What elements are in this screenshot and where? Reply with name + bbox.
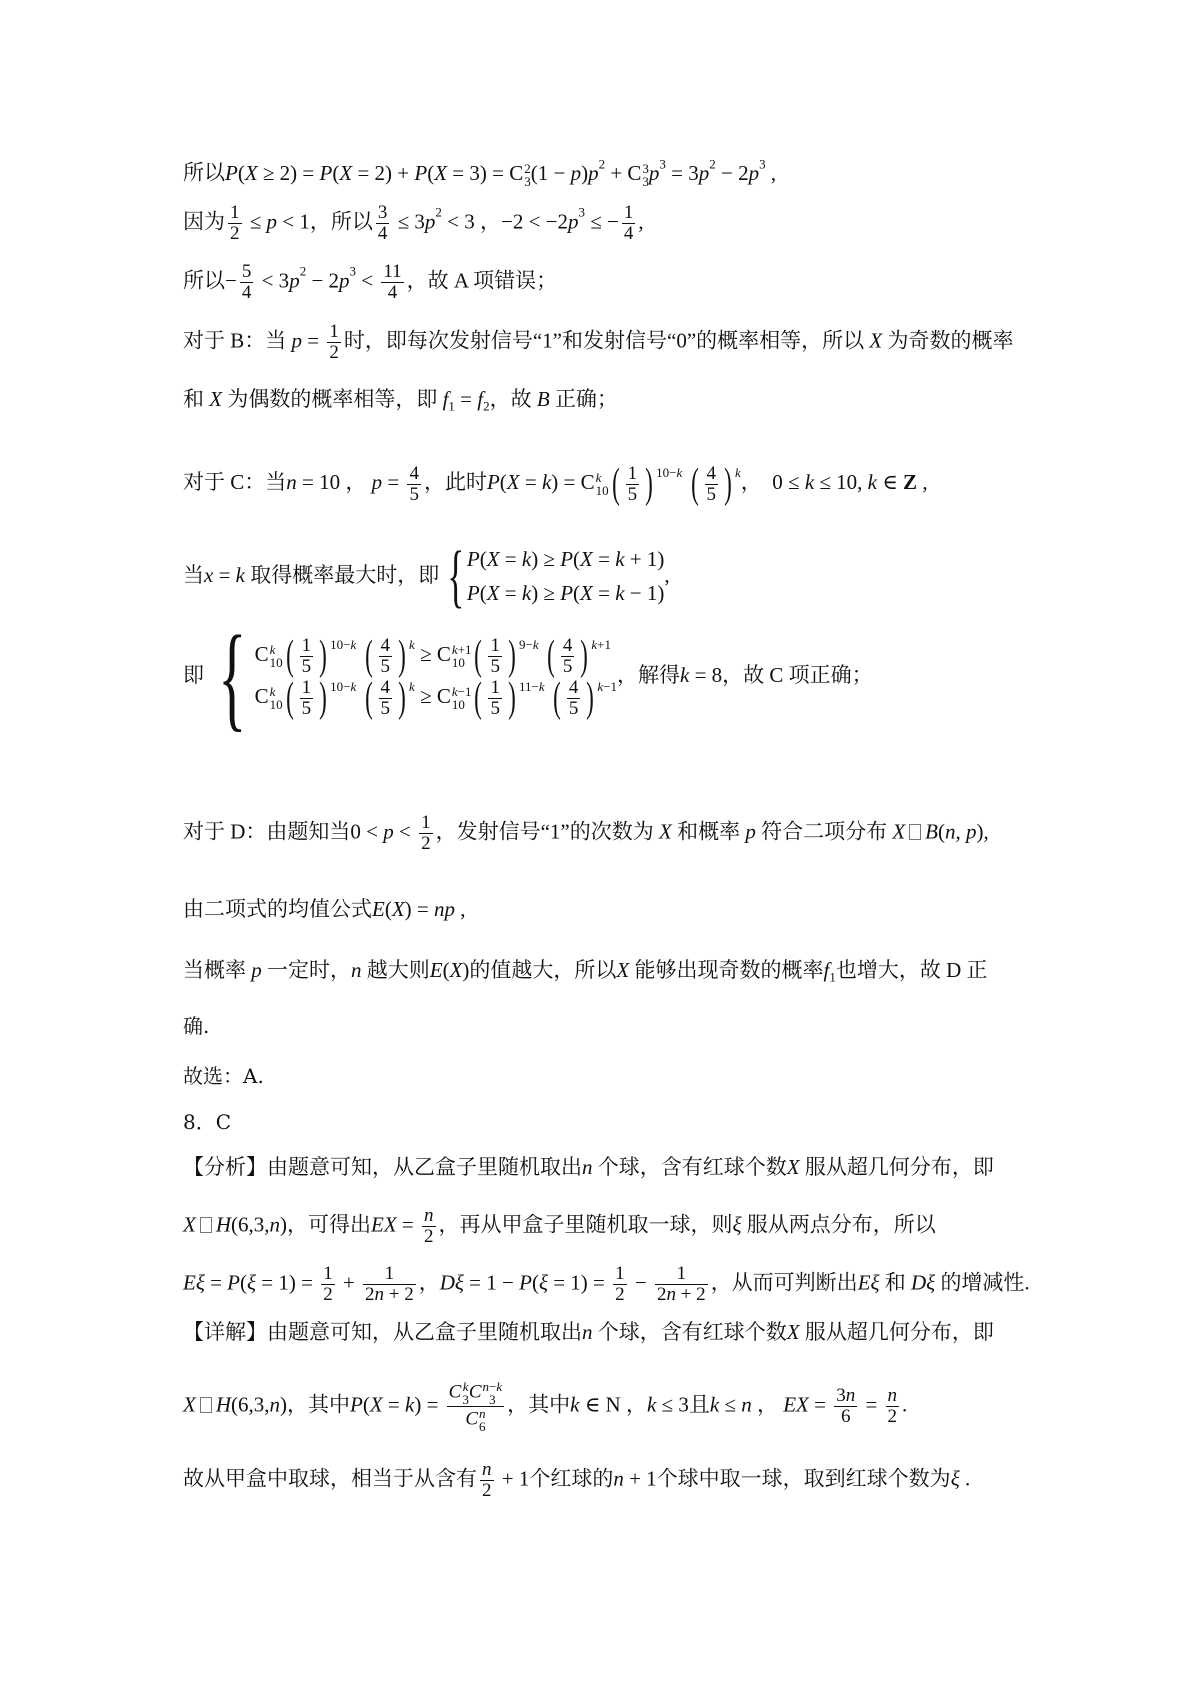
line-analysis-2: X H(6,3,n)，可得出EX = $\frac{n}{2}$ ，再从甲盒子里随机取一球，则ξ 服从两点分布，所以 [183,1205,936,1247]
text: ，此时 [423,469,487,494]
text: 8．C [183,1110,232,1134]
text: 取得概率最大时，即 [250,562,440,587]
text: 当 [183,562,204,587]
text: 正确； [554,387,618,411]
line-mean: 由二项式的均值公式E(X) = np , [183,897,466,921]
text: ，故 A 项错误； [406,268,558,293]
text: 个红球的 [529,1466,614,1491]
text: 的值越大，所以 [469,958,617,982]
line-increase: 当概率 p 一定时，n 越大则E(X)的值越大，所以X 能够出现奇数的概率$f_1$也增大，故 D 正 [183,958,988,985]
line-detail-3: 故从甲盒中取球，相当于从含有 $\frac{n}{2}$ + 1个红球的n + 1个球中取一球，取到红球个数为ξ . [183,1459,971,1501]
line-end [183,1016,209,1036]
text: ，其中 [287,1392,350,1417]
question-8-answer [183,1112,231,1132]
text: 服从两点分布，所以 [746,1212,936,1237]
text: ，故 C 项正确； [722,662,873,687]
text: 当概率 [183,958,246,982]
text: 【详解】由题意可知，从乙盒子里随机取出 [183,1320,582,1344]
text: ，故 [489,387,532,411]
line-detail-2: X H(6,3,n)，其中P(X = k) = C k 3 C n−k 3 C n 6 ，其中k ∈ N ，k ≤ 3且k ≤ n ， EX = $\frac{3n}{6}$ = $\frac{n}{2}$ . [183,1379,908,1434]
text: 和 [884,1270,906,1295]
text: 因为 [183,209,225,234]
text: 时，即每次发射信号“1”和发射信号“0”的概率相等，所以 [343,328,865,353]
text: ，其中 [507,1392,571,1417]
text: 的增减性. [940,1270,1030,1295]
text: ，解得 [617,662,680,687]
text: 即 [183,662,204,687]
text: 越大则 [366,958,430,982]
formula: P(X ≥ 2) = P(X = 2) + P(X = 3) = C 2 3 $(1 - p)p^2 + C$ 3 3 $p^3 = 3p^2 - 2p^3$ , [225,156,777,189]
text: ，再从甲盒子里随机取一球，则 [438,1212,733,1237]
text: 和概率 [677,819,741,844]
text: 也增大，故 D 正 [835,958,988,982]
line-option-b-2: 和 X 为偶数的概率相等，即 $f_1 = f_2$，故 B 正确； [183,387,618,414]
text: ，所以 [309,209,373,234]
text: 能够出现奇数的概率 [634,958,824,982]
text: 和 [183,387,204,411]
text: 一定时， [267,958,351,982]
line-range: 所以− $\frac{5}{4}$ < $3p^2 - 2p^3$ < $\frac{11}{4}$ ，故 A 项错误； [183,261,558,303]
text: 确. [183,1014,210,1038]
line-prob-ge2 [183,157,776,188]
text: 由二项式的均值公式 [183,897,372,921]
text: 且 [688,1392,710,1417]
line-option-c: 对于 C：当n = 10 ， p = $\frac{4}{5}$ ，此时P(X = k) = C k 10 ( $\frac{1}{5}$ ) $^{10-k}$ ( $\frac{4}{5}$ ) $^k$， 0 ≤ k ≤ 10, k ∈ Z , [183,461,928,507]
text: ，发射信号“1”的次数为 [435,819,654,844]
line-max-condition: 当x = k 取得概率最大时，即 { P(X = k) ≥ P(X = k + 1) P(X = k) ≥ P(X = k − 1) , [183,538,670,615]
text: 【分析】由题意可知，从乙盒子里随机取出 [183,1155,582,1179]
line-option-d: 对于 D：由题知当0 < p < $\frac{1}{2}$ ，发射信号“1”的次数为 X 和概率 p 符合二项分布 X B(n, p), [183,812,989,854]
line-choose [183,1066,264,1086]
text: 符合二项分布 [761,819,888,844]
line-analysis-3: Eξ = P(ξ = 1) = $\frac{1}{2}$ + $\frac{1}{2n + 2}$ ，Dξ = 1 − P(ξ = 1) = $\frac{1}{2}$ − $\frac{1}{2n + 2}$ ，从而可判断出Eξ 和 Dξ 的增减性. [183,1263,1030,1305]
text: 服从超几何分布，即 [804,1155,994,1179]
text: 故从甲盒中取球，相当于从含有 [183,1466,477,1491]
line-analysis: 【分析】由题意可知，从乙盒子里随机取出n 个球，含有红球个数X 服从超几何分布，即 [183,1155,994,1179]
text: ，从而可判断出 [710,1270,858,1295]
text: 个球，含有红球个数 [597,1155,787,1179]
text: ，可得出 [287,1212,371,1237]
line-option-b: 对于 B：当 p = $\frac{1}{2}$ 时，即每次发射信号“1”和发射信号“0”的概率相等，所以 X 为奇数的概率 [183,321,1014,363]
line-because: 因为 $\frac{1}{2}$ ≤ p < 1，所以 $\frac{3}{4}$ ≤ $3p^2 < 3$ ，$-2 < -2p^3$ ≤ − $\frac{1}{4}$ , [183,202,644,244]
text: 对于 D：由题知当 [183,819,351,844]
line-system: 即 { C k 10 ( $\frac{1}{5}$ ) $^{10-k}$ ( $\frac{4}{5}$ ) $^k$ ≥ C k+1 10 ( $\frac{1}{5}$ ) $^{9-k}$ ( $\frac{4}{5}$ ) $^{k+1}$ C k 10 ( $\frac{1}{5}$ ) $^{10-k}$ ( $\frac{4}{5}$ ) $^k$ ≥ C k−1 10 ( $\frac{1}{5}$ ) $^{11-k}$ ( $\frac{4}{5}$ ) $^{k-1}$ ，解得k = 8，故 C 项正确； [183,611,873,742]
text: 服从超几何分布，即 [804,1320,994,1344]
text: 个球，含有红球个数 [597,1320,787,1344]
line-detail: 【详解】由题意可知，从乙盒子里随机取出n 个球，含有红球个数X 服从超几何分布，即 [183,1320,994,1344]
text: 所以 [183,268,225,293]
text: 故选：A. [183,1064,264,1088]
text: 为奇数的概率 [887,328,1014,353]
text: 对于 C：当 [183,469,287,494]
text: 个球中取一球，取到红球个数为 [656,1466,951,1491]
text: 所以 [183,160,225,185]
text: 为偶数的概率相等，即 [227,387,438,411]
text: 对于 B：当 [183,328,287,353]
